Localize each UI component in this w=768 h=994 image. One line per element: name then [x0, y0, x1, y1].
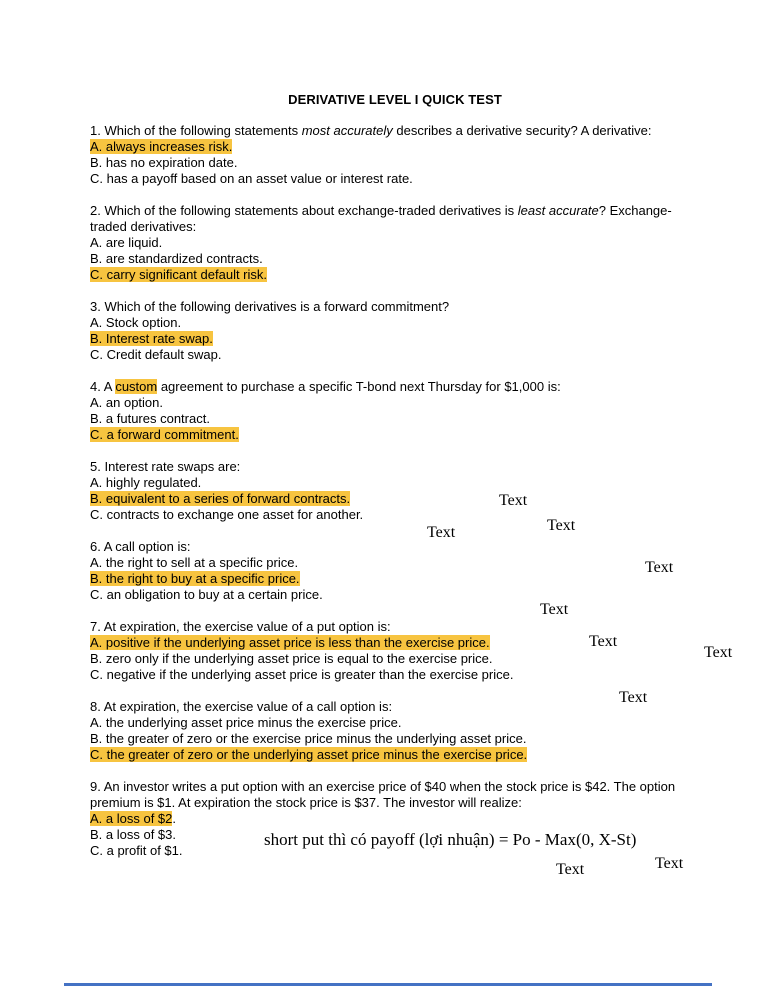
stem-text: 9. An investor writes a put option with an exercise price of $40 when the stock price is $42. The option premium is $1. At expiration the stock price is $37. The investor will realize: [90, 779, 676, 810]
stem-text: agreement to purchase a specific T-bond next Thursday for $1,000 is: [157, 379, 561, 394]
text-placeholder-box: Text [655, 855, 684, 872]
stem-text: 8. At expiration, the exercise value of a call option is: [90, 699, 393, 714]
text-placeholder-box: Text [619, 689, 648, 706]
bottom-divider-line [64, 983, 712, 986]
question-6-option-c [90, 587, 700, 603]
option-highlight: B. the right to buy at a specific price. [90, 571, 300, 586]
question-6-stem [90, 539, 700, 555]
stem-emphasis: most accurately [301, 123, 393, 138]
text-placeholder-box: Text [427, 524, 456, 541]
question-2-option-b [90, 251, 700, 267]
option-text: C. a profit of $1. [90, 843, 183, 858]
question-3 [90, 299, 700, 363]
stem-highlight: custom [115, 379, 158, 394]
question-4 [90, 379, 700, 443]
option-text: B. the greater of zero or the exercise price minus the underlying asset price. [90, 731, 527, 746]
option-text: A. highly regulated. [90, 475, 202, 490]
option-text: B. are standardized contracts. [90, 251, 263, 266]
stem-text: 2. Which of the following statements about exchange-traded derivatives is [90, 203, 518, 218]
question-6-option-a [90, 555, 700, 571]
stem-text: 4. A [90, 379, 116, 394]
option-text: A. the underlying asset price minus the exercise price. [90, 715, 402, 730]
option-text: A. are liquid. [90, 235, 163, 250]
option-text: . [172, 811, 177, 826]
page-title: DERIVATIVE LEVEL I QUICK TEST [288, 92, 502, 107]
option-text: B. zero only if the underlying asset price is equal to the exercise price. [90, 651, 493, 666]
stem-text: describes a derivative security? A derivative: [392, 123, 652, 138]
question-6-option-b [90, 571, 700, 587]
option-text: C. Credit default swap. [90, 347, 222, 362]
question-5-stem [90, 459, 700, 475]
option-highlight: A. always increases risk. [90, 139, 233, 154]
question-2-option-a [90, 235, 700, 251]
option-text: C. has a payoff based on an asset value or interest rate. [90, 171, 413, 186]
question-9-option-a [90, 811, 700, 827]
question-4-option-c [90, 427, 700, 443]
question-5-option-b [90, 491, 700, 507]
stem-text: 5. Interest rate swaps are: [90, 459, 241, 474]
question-8-option-b [90, 731, 700, 747]
stem-text: 7. At expiration, the exercise value of a put option is: [90, 619, 391, 634]
question-2-option-c [90, 267, 700, 283]
option-text: C. negative if the underlying asset price is greater than the exercise price. [90, 667, 514, 682]
question-6 [90, 539, 700, 603]
question-2-stem [90, 203, 700, 235]
option-text: C. contracts to exchange one asset for another. [90, 507, 364, 522]
question-7 [90, 619, 700, 683]
option-highlight: B. Interest rate swap. [90, 331, 213, 346]
question-5 [90, 459, 700, 523]
question-9-stem [90, 779, 700, 811]
option-highlight: C. carry significant default risk. [90, 267, 268, 282]
option-highlight: C. the greater of zero or the underlying asset price minus the exercise price. [90, 747, 528, 762]
option-highlight: A. a loss of $2 [90, 811, 173, 826]
question-3-option-a [90, 315, 700, 331]
question-8-option-a [90, 715, 700, 731]
option-text: A. the right to sell at a specific price. [90, 555, 299, 570]
text-placeholder-box: Text [499, 492, 528, 509]
question-3-stem [90, 299, 700, 315]
question-4-option-b [90, 411, 700, 427]
question-2 [90, 203, 700, 283]
question-1 [90, 123, 700, 187]
text-placeholder-box: Text [547, 517, 576, 534]
handwritten-note: short put thì có payoff (lợi nhuận) = Po - Max(0, X-St) [264, 830, 637, 849]
option-highlight: C. a forward commitment. [90, 427, 239, 442]
question-5-option-a [90, 475, 700, 491]
text-placeholder-box: Text [540, 601, 569, 618]
option-text: A. an option. [90, 395, 163, 410]
option-highlight: A. positive if the underlying asset price is less than the exercise price. [90, 635, 490, 650]
question-1-option-c [90, 171, 700, 187]
question-8-option-c [90, 747, 700, 763]
text-placeholder-box: Text [589, 633, 618, 650]
option-text: C. an obligation to buy at a certain price. [90, 587, 323, 602]
option-highlight: B. equivalent to a series of forward contracts. [90, 491, 351, 506]
question-1-option-b [90, 155, 700, 171]
option-text: B. has no expiration date. [90, 155, 238, 170]
question-4-option-a [90, 395, 700, 411]
question-7-option-b [90, 651, 700, 667]
stem-emphasis: least accurate [517, 203, 599, 218]
text-placeholder-box: Text [645, 559, 674, 576]
stem-text: 1. Which of the following statements [90, 123, 302, 138]
question-3-option-b [90, 331, 700, 347]
question-8 [90, 699, 700, 763]
option-text: B. a futures contract. [90, 411, 210, 426]
option-text: A. Stock option. [90, 315, 182, 330]
question-4-stem [90, 379, 700, 395]
question-7-option-c [90, 667, 700, 683]
question-1-stem [90, 123, 700, 139]
question-8-stem [90, 699, 700, 715]
question-5-option-c [90, 507, 700, 523]
stem-text: 3. Which of the following derivatives is a forward commitment? [90, 299, 450, 314]
question-3-option-c [90, 347, 700, 363]
text-placeholder-box: Text [704, 644, 733, 661]
option-text: B. a loss of $3. [90, 827, 176, 842]
stem-text: 6. A call option is: [90, 539, 191, 554]
text-placeholder-box: Text [556, 861, 585, 878]
stem-text: ? Exchange-traded derivatives: [90, 203, 672, 234]
question-1-option-a [90, 139, 700, 155]
document-content [90, 92, 700, 875]
